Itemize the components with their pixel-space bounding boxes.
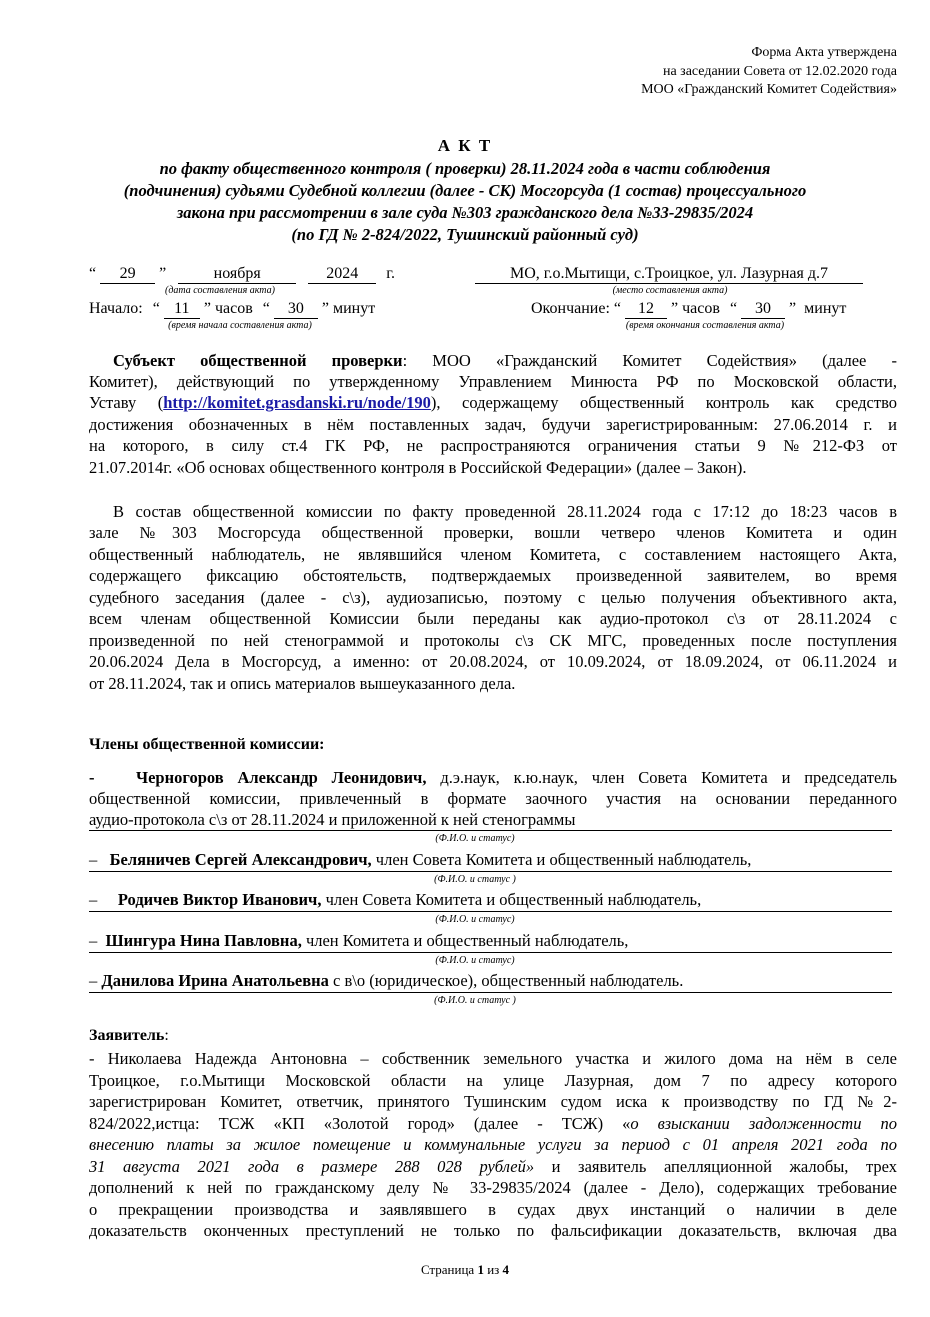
member-1-line-2: общественной комиссии, привлеченный в формате заочного участия на основании переданного xyxy=(89,789,897,808)
start-hours: 11 xyxy=(164,300,200,319)
applicant-line-3: зарегистрирован Комитет, ответчик, принятого Тушинским судом иска к производству по ГД №2- xyxy=(89,1092,897,1111)
commission-line-5: судебного заседания (далее - с\з), аудиозаписью, поэтому с целью получения объективного акта, xyxy=(89,588,897,607)
member-1-line-3: аудио-протокола с\з от 28.11.2024 и приложенной к ней стенограммы xyxy=(89,810,576,829)
commission-line-9: от 28.11.2024, так и опись материалов вышеуказанного дела. xyxy=(89,674,516,693)
applicant-line-5: внесению платы за жилое помещение и коммунальные услуги за период с 01 апреля 2021 года по xyxy=(89,1135,897,1154)
date-month: ноября xyxy=(178,265,296,284)
page-number: 1 xyxy=(477,1262,484,1277)
member-4-caption: (Ф.И.О. и статус) xyxy=(435,955,515,966)
end-minutes: 30 xyxy=(741,300,785,319)
start-time: Начало: “ 11 ” часов “ 30 ” минут xyxy=(89,300,376,317)
member-2-caption: (Ф.И.О. и статус ) xyxy=(434,874,516,885)
member-2: – Беляничев Сергей Александрович, член Совета Комитета и общественный наблюдатель, xyxy=(89,850,752,869)
commission-line-4: содержащего фиксацию обстоятельств, подтверждаемых произведенной заявителем, во время xyxy=(89,566,897,585)
subject-line-6: 21.07.2014г. «Об основах общественного контроля в Российской Федерации» (далее – Закон). xyxy=(89,458,747,477)
member-1-caption: (Ф.И.О. и статус) xyxy=(435,833,515,844)
subject-line-1: Субъект общественной проверки: МОО «Гражданский Комитет Содействия» (далее - xyxy=(113,351,897,370)
subject-line-2: Комитет), действующий по утвержденному Управлением Минюста РФ по Московской области, xyxy=(89,372,897,391)
commission-line-7: произведенной по ней стенограммой и протоколы с\з СК МГС, проведенных после поступления xyxy=(89,631,897,650)
applicant-line-8: о прекращении производства и заявлявшего в судах двух инстанций о наличии в деле xyxy=(89,1200,897,1219)
act-subtitle-line-2: (подчинения) судьями Судебной коллегии (далее - СК) Мосгорсуда (1 состав) процессуального xyxy=(123,181,807,200)
act-subtitle-line-3: закона при рассмотрении в зале суда №303 гражданского дела №33-29835/2024 xyxy=(176,203,754,222)
commission-line-2: зале №303 Мосгорсуда общественной проверки, вошли четверо членов Комитета и один xyxy=(89,523,897,542)
applicant-line-4: 824/2022,истца: ТСЖ «КП «Золотой город» (далее - ТСЖ) «о взыскании задолженности по xyxy=(89,1114,897,1133)
act-title: А К Т xyxy=(437,136,493,155)
date-year: 2024 xyxy=(308,265,376,284)
start-caption: (время начала составления акта) xyxy=(168,320,312,331)
applicant-line-2: Троицкое, г.о.Мытищи Московской области на улице Лазурная, дом 7 по адресу которого xyxy=(89,1071,897,1090)
member-5: – Данилова Ирина Анатольевна с в\о (юридическое), общественный наблюдатель. xyxy=(89,971,684,990)
applicant-line-1: - Николаева Надежда Антоновна – собственник земельного участка и жилого дома на нём в селе xyxy=(89,1049,897,1068)
commission-line-8: 20.06.2024 Дела в Мосгорсуд, а именно: от 20.08.2024, от 10.09.2024, от 18.09.2024, от 06.11.2024 и xyxy=(89,652,897,671)
header-line-2: на заседании Совета от 12.02.2020 года xyxy=(662,64,897,79)
subject-line-4: достижения обозначенных в нём поставленных задач, будучи зарегистрированным: 27.06.2014 г. и xyxy=(89,415,897,434)
act-place xyxy=(475,265,863,284)
date-caption: (дата составления акта) xyxy=(165,285,275,296)
member-5-underline xyxy=(89,992,892,993)
header-line-1: Форма Акта утверждена xyxy=(751,45,897,60)
member-3-caption: (Ф.И.О. и статус) xyxy=(435,914,515,925)
date-day: 29 xyxy=(100,265,155,284)
charter-link[interactable]: http://komitet.grasdanski.ru/node/190 xyxy=(163,393,431,412)
page-footer: Страница 1 из 4 xyxy=(420,1262,510,1277)
member-2-underline xyxy=(89,871,892,872)
member-4: – Шингура Нина Павловна, член Комитета и общественный наблюдатель, xyxy=(89,931,629,950)
member-5-caption: (Ф.И.О. и статус ) xyxy=(434,995,516,1006)
act-subtitle-line-4: (по ГД № 2-824/2022, Тушинский районный суд) xyxy=(291,225,639,244)
applicant-line-6: 31 августа 2021 года в размере 288 028 рублей» и заявитель апелляционной жалобы, трех xyxy=(89,1157,897,1176)
place-caption: (место составления акта) xyxy=(612,285,728,296)
applicant-line-7: дополнений к ней по гражданскому делу № 33-29835/2024 (далее - Дело), содержащих требование xyxy=(89,1178,897,1197)
member-1-underline xyxy=(89,830,892,831)
commission-line-3: общественный наблюдатель, не являвшийся членом Комитета, с составлением настоящего Акта, xyxy=(89,545,897,564)
end-caption: (время окончания составления акта) xyxy=(625,320,785,331)
page-total: 4 xyxy=(502,1262,510,1277)
end-hours: 12 xyxy=(625,300,667,319)
end-time: Окончание: “ 12 ” часов “ 30 ” минут xyxy=(531,300,847,317)
applicant-line-9: доказательств оконченных преступлений не только по фальсификации доказательств, включая два xyxy=(89,1221,897,1240)
member-1-line-1: - Черногоров Александр Леонидович, д.э.наук, к.ю.наук, член Совета Комитета и председатель xyxy=(89,768,898,787)
act-subtitle-line-1: по факту общественного контроля ( проверки) 28.11.2024 года в части соблюдения xyxy=(159,159,771,178)
member-4-underline xyxy=(89,952,892,953)
subject-line-5: на которого, в силу ст.4 ГК РФ, не распространяются ограничения статьи 9 №212-ФЗ от xyxy=(89,436,897,455)
subject-line-3: Уставу (http://komitet.grasdanski.ru/node/190), содержащему общественный контроль как средство xyxy=(89,393,898,412)
header-line-3: МОО «Гражданский Комитет Содействия» xyxy=(641,82,897,97)
place-value: МО, г.о.Мытищи, с.Троицкое, ул. Лазурная д.7 xyxy=(475,265,863,284)
member-3-underline xyxy=(89,911,892,912)
applicant-heading: Заявитель: xyxy=(89,1027,169,1044)
members-heading: Члены общественной комиссии: xyxy=(89,736,325,753)
commission-line-1: В состав общественной комиссии по факту проведенной 28.11.2024 года с 17:12 до 18:23 часов в xyxy=(113,502,897,521)
commission-line-6: всем членам общественной Комиссии были переданы как аудио-протокол с\з от 28.11.2024 с xyxy=(89,609,897,628)
act-date: “ 29 ” ноября 2024 г. xyxy=(89,265,395,282)
start-minutes: 30 xyxy=(274,300,318,319)
member-3: – Родичев Виктор Иванович, член Совета Комитета и общественный наблюдатель, xyxy=(89,890,702,909)
